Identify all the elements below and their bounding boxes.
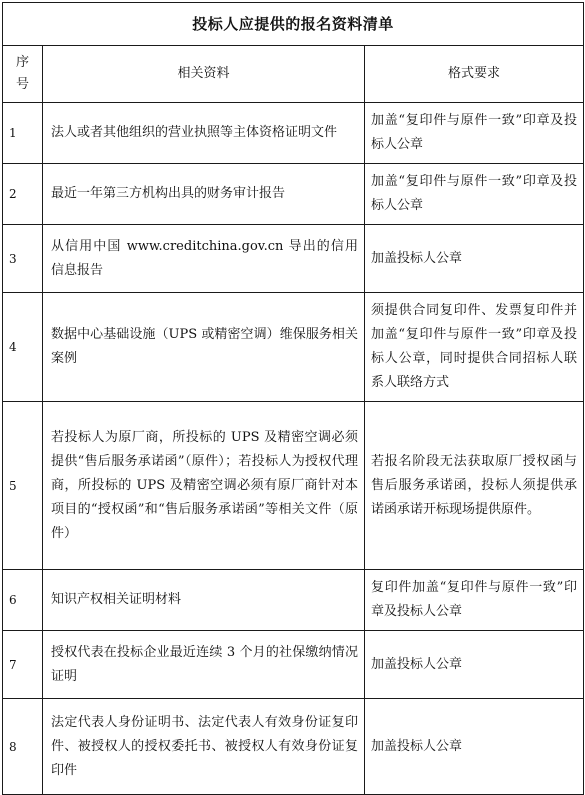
row-material: 从信用中国 www.creditchina.gov.cn 导出的信用信息报告: [43, 225, 365, 293]
header-row: [3, 46, 584, 103]
title-row: [3, 3, 584, 46]
header-material: 相关资料: [43, 46, 365, 103]
row-material: 若投标人为原厂商，所投标的 UPS 及精密空调必须提供“售后服务承诺函”（原件）；若投标人为授权代理商，所投标的 UPS 及精密空调必须有原厂商针对本项目的“授权函”和“售后服务承诺函”等相关文件（原件）: [43, 402, 365, 570]
row-requirement: 须提供合同复印件、发票复印件并加盖“复印件与原件一致”印章及投标人公章，同时提供合同招标人联系人联络方式: [365, 293, 584, 402]
row-material: 法人或者其他组织的营业执照等主体资格证明文件: [43, 103, 365, 164]
row-requirement: 加盖投标人公章: [365, 631, 584, 699]
row-requirement: 加盖“复印件与原件一致”印章及投标人公章: [365, 103, 584, 164]
header-serial-line1: 序: [15, 55, 29, 70]
table-row: [3, 164, 584, 225]
row-number: 7: [3, 631, 43, 699]
table-row: [3, 570, 584, 631]
table-row: [3, 699, 584, 795]
table-row: [3, 103, 584, 164]
row-number: 6: [3, 570, 43, 631]
row-number: 5: [3, 402, 43, 570]
table-row: [3, 225, 584, 293]
header-serial-number: [3, 46, 43, 103]
table-row: [3, 631, 584, 699]
row-material: 最近一年第三方机构出具的财务审计报告: [43, 164, 365, 225]
row-material: 授权代表在投标企业最近连续 3 个月的社保缴纳情况证明: [43, 631, 365, 699]
row-material: 法定代表人身份证明书、法定代表人有效身份证复印件、被授权人的授权委托书、被授权人有效身份证复印件: [43, 699, 365, 795]
row-material: 数据中心基础设施（UPS 或精密空调）维保服务相关案例: [43, 293, 365, 402]
row-requirement: 若报名阶段无法获取原厂授权函与售后服务承诺函，投标人须提供承诺函承诺开标现场提供原件。: [365, 402, 584, 570]
row-requirement: 加盖投标人公章: [365, 699, 584, 795]
table-row: [3, 402, 584, 570]
table-title: 投标人应提供的报名资料清单: [3, 3, 584, 46]
row-requirement: 加盖“复印件与原件一致”印章及投标人公章: [365, 164, 584, 225]
row-requirement: 加盖投标人公章: [365, 225, 584, 293]
row-number: 1: [3, 103, 43, 164]
row-number: 8: [3, 699, 43, 795]
row-material: 知识产权相关证明材料: [43, 570, 365, 631]
row-requirement: 复印件加盖“复印件与原件一致”印章及投标人公章: [365, 570, 584, 631]
registration-materials-table: [2, 2, 584, 795]
row-number: 2: [3, 164, 43, 225]
table-row: [3, 293, 584, 402]
row-number: 3: [3, 225, 43, 293]
header-requirement: 格式要求: [365, 46, 584, 103]
row-number: 4: [3, 293, 43, 402]
header-serial-line2: 号: [15, 77, 29, 92]
